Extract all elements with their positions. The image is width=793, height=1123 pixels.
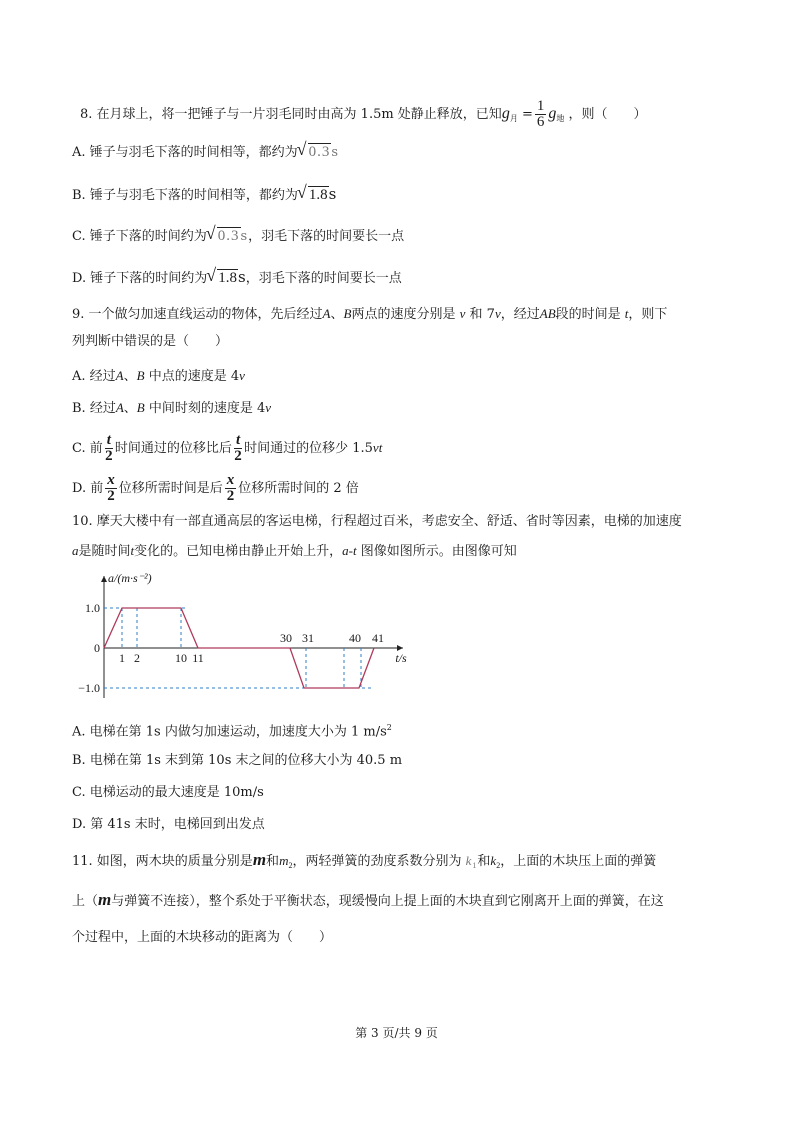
x-tick-30: 30 — [280, 631, 292, 645]
a-t-chart — [78, 570, 418, 700]
q10-stem-line1: 10. 摩天大楼中有一部直通高层的客运电梯，行程超过百米，考虑安全、舒适、省时等因素，电梯的加速度 — [72, 514, 682, 529]
page-footer: 第 3 页/共 9 页 — [355, 1026, 438, 1040]
q10-stem-line2: a是随时间t变化的。已知电梯由静止开始上升，a-t 图像如图所示。由图像可知 — [72, 543, 517, 559]
x-axis-label: t/s — [395, 651, 407, 665]
t-over-2-fraction: $\frac{t}{2}$ — [234, 432, 242, 464]
q10-option-b: B. 电梯在第 1s 末到第 10s 末之间的位移大小为 40.5 m — [72, 753, 403, 768]
q11-stem-line1: 11. 如图，两木块的质量分别是m和$m_2$，两轻弹簧的劲度系数分别为 $k_1$和$k_2$，上面的木块压上面的弹簧 — [72, 850, 657, 870]
q9-option-b: B. 经过A、B 中间时刻的速度是 4v — [72, 400, 272, 416]
x-tick-41: 41 — [372, 631, 384, 645]
x-tick-2: 2 — [134, 651, 140, 665]
x-tick-40: 40 — [349, 631, 361, 645]
g-moon: $g_月$ — [501, 105, 518, 123]
y-axis-label: a/(m·s⁻²) — [108, 571, 152, 585]
q8-option-b: B. 锤子与羽毛下落的时间相等，都约为√ 1.8s — [72, 184, 336, 206]
q8-stem: 8. 在月球上，将一把锤子与一片羽毛同时由高为 1.5m 处静止释放，已知$g_月$ = $\frac{1}{6}$ $g_地$ ，则（ ） — [80, 98, 647, 130]
x-over-2-fraction: $\frac{x}{2}$ — [226, 472, 235, 504]
y-tick-1.0: 1.0 — [85, 601, 100, 615]
q10-option-a: A. 电梯在第 1s 内做匀加速运动，加速度大小为 1 $m/s^2$ — [72, 723, 392, 740]
one-sixth-fraction: $\frac{1}{6}$ — [536, 98, 545, 130]
q8-option-c: C. 锤子下落的时间约为√ 0.3s，羽毛下落的时间要长一点 — [72, 226, 404, 247]
g-earth: $g_地$ — [548, 105, 565, 123]
q10-option-d: D. 第 41s 末时，电梯回到出发点 — [72, 817, 265, 832]
q11-stem-line2: 上（m与弹簧不连接），整个系处于平衡状态，现缓慢向上提上面的木块直到它刚离开上面的弹簧，在这 — [72, 890, 664, 909]
y-tick-0: 0 — [94, 641, 100, 655]
q9-option-c: C. 前 $\frac{t}{2}$ 时间通过的位移比后 $\frac{t}{2}$ 时间通过的位移少 1.5vt — [72, 432, 383, 464]
q11-stem-line3: 个过程中，上面的木块移动的距离为（ ） — [72, 930, 333, 945]
q9-stem-line1: 9. 一个做匀加速直线运动的物体，先后经过A、B两点的速度分别是 v 和 7v，经过AB段的时间是 t，则下 — [72, 306, 668, 322]
q9-option-a: A. 经过A、B 中点的速度是 4v — [72, 368, 245, 384]
q10-option-c: C. 电梯运动的最大速度是 10m/s — [72, 785, 264, 800]
y-tick-minus1.0: −1.0 — [78, 681, 100, 695]
x-tick-1: 1 — [119, 651, 125, 665]
x-tick-10: 10 — [175, 651, 187, 665]
q9-option-d: D. 前 $\frac{x}{2}$ 位移所需时间是后 $\frac{x}{2}$ 位移所需时间的 2 倍 — [72, 472, 359, 504]
q8-option-d: D. 锤子下落的时间约为√ 1.8s，羽毛下落的时间要长一点 — [72, 267, 402, 289]
x-tick-31: 31 — [302, 631, 314, 645]
q8-option-a: A. 锤子与羽毛下落的时间相等，都约为√ 0.3s — [72, 142, 339, 163]
t-over-2-fraction: $\frac{t}{2}$ — [105, 432, 113, 464]
x-tick-11: 11 — [192, 651, 204, 665]
x-over-2-fraction: $\frac{x}{2}$ — [107, 472, 115, 504]
q9-stem-line2: 列判断中错误的是（ ） — [72, 334, 229, 349]
